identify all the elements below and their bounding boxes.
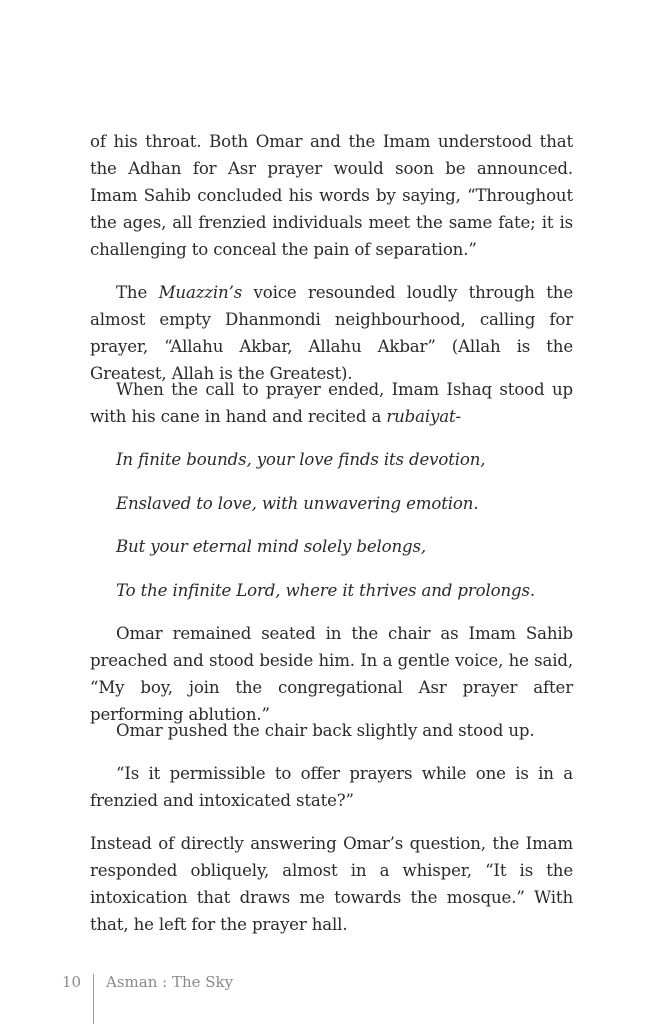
paragraph-7: Instead of directly answering Omar’s question, the Imam responded obliquely, almost in a whisper, “It is the intoxication that draws me towards the mosque.” With that, he left for the prayer hall. [90,834,573,934]
paragraph-5: Omar pushed the chair back slightly and stood up. [116,721,535,740]
verse-line-4: To the infinite Lord, where it thrives and prolongs. [116,581,535,600]
paragraph-6: “Is it permissible to offer prayers while one is in a frenzied and intoxicated state?” [90,764,573,810]
paragraph-3-italic: rubaiyat [386,407,456,426]
paragraph-2-lead: The [116,283,159,302]
paragraph-2-rest: voice resounded loudly through the almost empty Dhanmondi neighbourhood, calling for prayer, “Allahu Akbar, Allahu Akbar” (Allah is the Greatest, Allah is the Greatest). [90,283,573,383]
footer-divider [93,974,94,1024]
paragraph-3 [90,376,573,430]
paragraph-3-lead: When the call to prayer ended, Imam Ishaq stood up with his cane in hand and recited a [90,380,573,426]
verse-line-2: Enslaved to love, with unwavering emotion. [116,494,479,513]
paragraph-1: of his throat. Both Omar and the Imam understood that the Adhan for Asr prayer would soon be announced. Imam Sahib concluded his words by saying, “Throughout the ages, all frenzied individuals meet the same fate; it is challenging to conceal the pain of separation.” [90,132,573,259]
paragraph-2 [90,279,573,387]
paragraph-3-tail: - [455,407,461,426]
verse-line-3: But your eternal mind solely belongs, [116,537,426,556]
paragraph-2-italic: Muazzin’s [158,283,243,302]
book-title: Asman : The Sky [106,973,234,991]
paragraph-4: Omar remained seated in the chair as Imam Sahib preached and stood beside him. In a gentle voice, he said, “My boy, join the congregational Asr prayer after performing ablution.” [90,624,573,724]
page-number: 10 [62,973,82,991]
verse-line-1: In finite bounds, your love finds its devotion, [116,450,486,469]
